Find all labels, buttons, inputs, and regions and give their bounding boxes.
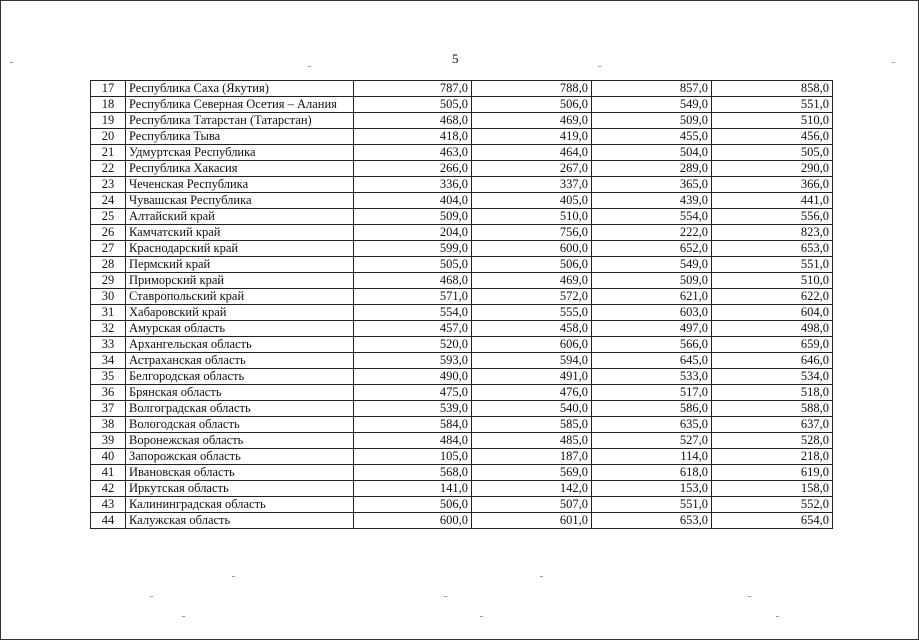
value-col-3: 533,0: [592, 369, 712, 385]
value-col-2: 491,0: [472, 369, 592, 385]
value-col-1: 568,0: [354, 465, 472, 481]
region-name: Брянская область: [126, 385, 354, 401]
value-col-2: 507,0: [472, 497, 592, 513]
value-col-1: 554,0: [354, 305, 472, 321]
value-col-2: 506,0: [472, 97, 592, 113]
scan-speck: [10, 62, 13, 63]
table-row: [91, 225, 833, 241]
table-row: [91, 273, 833, 289]
value-col-3: 652,0: [592, 241, 712, 257]
value-col-4: 534,0: [712, 369, 833, 385]
value-col-3: 509,0: [592, 113, 712, 129]
value-col-2: 267,0: [472, 161, 592, 177]
value-col-2: 540,0: [472, 401, 592, 417]
value-col-1: 600,0: [354, 513, 472, 529]
regions-table: [90, 80, 833, 529]
value-col-3: 645,0: [592, 353, 712, 369]
value-col-3: 504,0: [592, 145, 712, 161]
row-number: 19: [91, 113, 126, 129]
value-col-1: 505,0: [354, 97, 472, 113]
value-col-3: 439,0: [592, 193, 712, 209]
value-col-3: 497,0: [592, 321, 712, 337]
row-number: 34: [91, 353, 126, 369]
region-name: Чувашская Республика: [126, 193, 354, 209]
value-col-4: 552,0: [712, 497, 833, 513]
value-col-4: 622,0: [712, 289, 833, 305]
row-number: 21: [91, 145, 126, 161]
row-number: 35: [91, 369, 126, 385]
value-col-3: 365,0: [592, 177, 712, 193]
value-col-1: 457,0: [354, 321, 472, 337]
row-number: 17: [91, 81, 126, 97]
region-name: Ивановская область: [126, 465, 354, 481]
value-col-2: 458,0: [472, 321, 592, 337]
region-name: Республика Северная Осетия – Алания: [126, 97, 354, 113]
row-number: 30: [91, 289, 126, 305]
row-number: 37: [91, 401, 126, 417]
value-col-4: 858,0: [712, 81, 833, 97]
table-row: [91, 113, 833, 129]
value-col-3: 509,0: [592, 273, 712, 289]
value-col-2: 405,0: [472, 193, 592, 209]
scan-speck: [444, 596, 447, 597]
row-number: 22: [91, 161, 126, 177]
row-number: 20: [91, 129, 126, 145]
value-col-3: 586,0: [592, 401, 712, 417]
scan-speck: [598, 66, 601, 67]
value-col-2: 142,0: [472, 481, 592, 497]
value-col-1: 204,0: [354, 225, 472, 241]
value-col-4: 158,0: [712, 481, 833, 497]
value-col-2: 601,0: [472, 513, 592, 529]
value-col-4: 498,0: [712, 321, 833, 337]
table-row: [91, 289, 833, 305]
value-col-1: 520,0: [354, 337, 472, 353]
value-col-1: 506,0: [354, 497, 472, 513]
region-name: Республика Хакасия: [126, 161, 354, 177]
value-col-4: 653,0: [712, 241, 833, 257]
page-number: 5: [452, 51, 459, 66]
table-row: [91, 513, 833, 529]
value-col-3: 603,0: [592, 305, 712, 321]
value-col-1: 539,0: [354, 401, 472, 417]
table-row: [91, 81, 833, 97]
region-name: Воронежская область: [126, 433, 354, 449]
value-col-4: 646,0: [712, 353, 833, 369]
table-row: [91, 321, 833, 337]
value-col-2: 600,0: [472, 241, 592, 257]
value-col-4: 366,0: [712, 177, 833, 193]
value-col-4: 510,0: [712, 113, 833, 129]
value-col-3: 114,0: [592, 449, 712, 465]
region-name: Алтайский край: [126, 209, 354, 225]
value-col-1: 490,0: [354, 369, 472, 385]
value-col-1: 141,0: [354, 481, 472, 497]
table-row: [91, 353, 833, 369]
region-name: Пермский край: [126, 257, 354, 273]
value-col-4: 637,0: [712, 417, 833, 433]
region-name: Калужская область: [126, 513, 354, 529]
value-col-3: 289,0: [592, 161, 712, 177]
table-row: [91, 305, 833, 321]
value-col-1: 463,0: [354, 145, 472, 161]
row-number: 31: [91, 305, 126, 321]
value-col-4: 556,0: [712, 209, 833, 225]
scan-speck: [540, 576, 543, 577]
value-col-4: 510,0: [712, 273, 833, 289]
value-col-3: 554,0: [592, 209, 712, 225]
region-name: Краснодарский край: [126, 241, 354, 257]
value-col-2: 756,0: [472, 225, 592, 241]
value-col-4: 551,0: [712, 257, 833, 273]
scan-speck: [892, 62, 895, 63]
region-name: Республика Татарстан (Татарстан): [126, 113, 354, 129]
value-col-3: 566,0: [592, 337, 712, 353]
row-number: 27: [91, 241, 126, 257]
row-number: 43: [91, 497, 126, 513]
region-name: Вологодская область: [126, 417, 354, 433]
value-col-1: 418,0: [354, 129, 472, 145]
row-number: 29: [91, 273, 126, 289]
value-col-1: 468,0: [354, 113, 472, 129]
row-number: 25: [91, 209, 126, 225]
table-row: [91, 417, 833, 433]
value-col-4: 654,0: [712, 513, 833, 529]
value-col-1: 336,0: [354, 177, 472, 193]
value-col-3: 527,0: [592, 433, 712, 449]
row-number: 38: [91, 417, 126, 433]
value-col-3: 621,0: [592, 289, 712, 305]
table-row: [91, 385, 833, 401]
value-col-2: 476,0: [472, 385, 592, 401]
value-col-1: 266,0: [354, 161, 472, 177]
table-row: [91, 465, 833, 481]
value-col-2: 469,0: [472, 273, 592, 289]
value-col-3: 653,0: [592, 513, 712, 529]
table-row: [91, 97, 833, 113]
value-col-2: 187,0: [472, 449, 592, 465]
value-col-4: 528,0: [712, 433, 833, 449]
value-col-1: 599,0: [354, 241, 472, 257]
value-col-1: 468,0: [354, 273, 472, 289]
row-number: 39: [91, 433, 126, 449]
table-row: [91, 161, 833, 177]
row-number: 24: [91, 193, 126, 209]
region-name: Астраханская область: [126, 353, 354, 369]
region-name: Архангельская область: [126, 337, 354, 353]
region-name: Камчатский край: [126, 225, 354, 241]
row-number: 42: [91, 481, 126, 497]
value-col-2: 469,0: [472, 113, 592, 129]
value-col-4: 518,0: [712, 385, 833, 401]
value-col-4: 218,0: [712, 449, 833, 465]
scan-speck: [308, 66, 311, 67]
row-number: 36: [91, 385, 126, 401]
region-name: Волгоградская область: [126, 401, 354, 417]
value-col-1: 571,0: [354, 289, 472, 305]
row-number: 41: [91, 465, 126, 481]
value-col-1: 509,0: [354, 209, 472, 225]
value-col-3: 517,0: [592, 385, 712, 401]
value-col-2: 419,0: [472, 129, 592, 145]
region-name: Белгородская область: [126, 369, 354, 385]
row-number: 28: [91, 257, 126, 273]
value-col-1: 584,0: [354, 417, 472, 433]
value-col-4: 823,0: [712, 225, 833, 241]
scan-speck: [182, 616, 185, 617]
value-col-4: 505,0: [712, 145, 833, 161]
region-name: Приморский край: [126, 273, 354, 289]
value-col-1: 484,0: [354, 433, 472, 449]
row-number: 23: [91, 177, 126, 193]
scan-speck: [150, 596, 153, 597]
value-col-4: 659,0: [712, 337, 833, 353]
table-row: [91, 177, 833, 193]
row-number: 40: [91, 449, 126, 465]
row-number: 18: [91, 97, 126, 113]
scan-speck: [232, 576, 235, 577]
value-col-4: 604,0: [712, 305, 833, 321]
value-col-4: 441,0: [712, 193, 833, 209]
value-col-3: 549,0: [592, 97, 712, 113]
value-col-3: 455,0: [592, 129, 712, 145]
table-row: [91, 449, 833, 465]
scan-speck: [776, 616, 779, 617]
table-row: [91, 481, 833, 497]
value-col-4: 290,0: [712, 161, 833, 177]
table-body: [91, 81, 833, 529]
value-col-1: 404,0: [354, 193, 472, 209]
value-col-2: 569,0: [472, 465, 592, 481]
value-col-1: 505,0: [354, 257, 472, 273]
row-number: 32: [91, 321, 126, 337]
value-col-4: 456,0: [712, 129, 833, 145]
value-col-2: 606,0: [472, 337, 592, 353]
scan-speck: [748, 596, 751, 597]
value-col-1: 593,0: [354, 353, 472, 369]
table-row: [91, 129, 833, 145]
value-col-2: 788,0: [472, 81, 592, 97]
value-col-1: 475,0: [354, 385, 472, 401]
region-name: Иркутская область: [126, 481, 354, 497]
table-row: [91, 241, 833, 257]
region-name: Амурская область: [126, 321, 354, 337]
value-col-3: 551,0: [592, 497, 712, 513]
value-col-1: 105,0: [354, 449, 472, 465]
region-name: Республика Тыва: [126, 129, 354, 145]
value-col-4: 588,0: [712, 401, 833, 417]
value-col-3: 153,0: [592, 481, 712, 497]
value-col-3: 549,0: [592, 257, 712, 273]
value-col-2: 572,0: [472, 289, 592, 305]
region-name: Калининградская область: [126, 497, 354, 513]
table-row: [91, 193, 833, 209]
value-col-2: 337,0: [472, 177, 592, 193]
value-col-2: 464,0: [472, 145, 592, 161]
region-name: Хабаровский край: [126, 305, 354, 321]
table-row: [91, 497, 833, 513]
value-col-3: 857,0: [592, 81, 712, 97]
value-col-2: 485,0: [472, 433, 592, 449]
value-col-2: 506,0: [472, 257, 592, 273]
value-col-2: 555,0: [472, 305, 592, 321]
value-col-3: 635,0: [592, 417, 712, 433]
table-row: [91, 433, 833, 449]
region-name: Чеченская Республика: [126, 177, 354, 193]
value-col-4: 619,0: [712, 465, 833, 481]
table-row: [91, 145, 833, 161]
table-row: [91, 369, 833, 385]
table-row: [91, 209, 833, 225]
row-number: 26: [91, 225, 126, 241]
value-col-2: 510,0: [472, 209, 592, 225]
table-row: [91, 401, 833, 417]
region-name: Ставропольский край: [126, 289, 354, 305]
region-name: Запорожская область: [126, 449, 354, 465]
value-col-2: 585,0: [472, 417, 592, 433]
region-name: Республика Саха (Якутия): [126, 81, 354, 97]
scan-speck: [480, 616, 483, 617]
region-name: Удмуртская Республика: [126, 145, 354, 161]
value-col-1: 787,0: [354, 81, 472, 97]
value-col-3: 618,0: [592, 465, 712, 481]
row-number: 33: [91, 337, 126, 353]
row-number: 44: [91, 513, 126, 529]
table-row: [91, 337, 833, 353]
table-row: [91, 257, 833, 273]
value-col-4: 551,0: [712, 97, 833, 113]
value-col-3: 222,0: [592, 225, 712, 241]
value-col-2: 594,0: [472, 353, 592, 369]
